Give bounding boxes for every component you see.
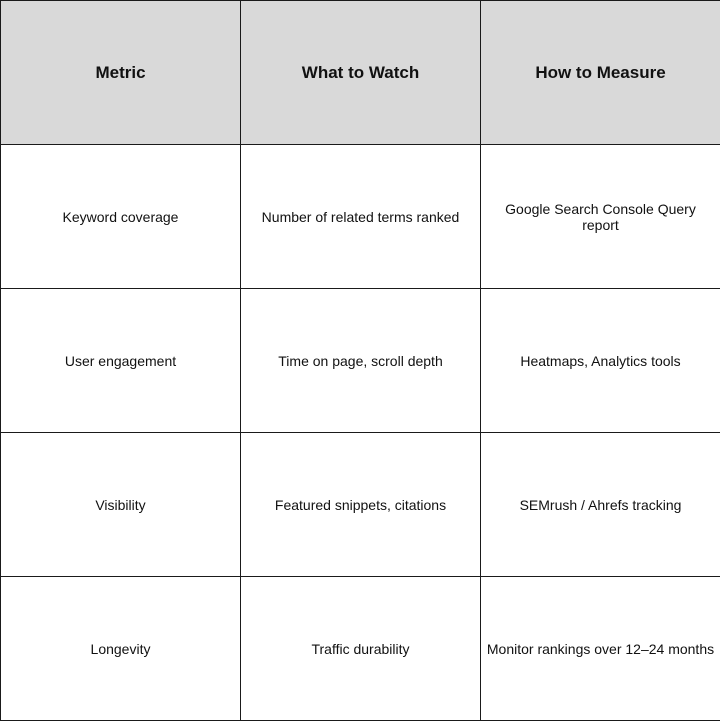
how-to-measure-cell: Monitor rankings over 12–24 months: [481, 577, 720, 721]
table-row: [1, 577, 720, 721]
what-to-watch-cell: Traffic durability: [241, 577, 481, 721]
metric-cell: User engagement: [1, 289, 241, 433]
table-row: [1, 145, 720, 289]
how-to-measure-cell: Google Search Console Query report: [481, 145, 720, 289]
what-to-watch-cell: Time on page, scroll depth: [241, 289, 481, 433]
header-row: [1, 1, 720, 145]
table-body: [1, 145, 720, 721]
metric-cell: Keyword coverage: [1, 145, 241, 289]
table-row: [1, 433, 720, 577]
table-row: [1, 289, 720, 433]
column-header-how-to-measure: How to Measure: [481, 1, 720, 145]
what-to-watch-cell: Number of related terms ranked: [241, 145, 481, 289]
how-to-measure-cell: SEMrush / Ahrefs tracking: [481, 433, 720, 577]
metric-cell: Visibility: [1, 433, 241, 577]
how-to-measure-cell: Heatmaps, Analytics tools: [481, 289, 720, 433]
metric-cell: Longevity: [1, 577, 241, 721]
column-header-metric: Metric: [1, 1, 241, 145]
what-to-watch-cell: Featured snippets, citations: [241, 433, 481, 577]
column-header-what-to-watch: What to Watch: [241, 1, 481, 145]
table-header: [1, 1, 720, 145]
